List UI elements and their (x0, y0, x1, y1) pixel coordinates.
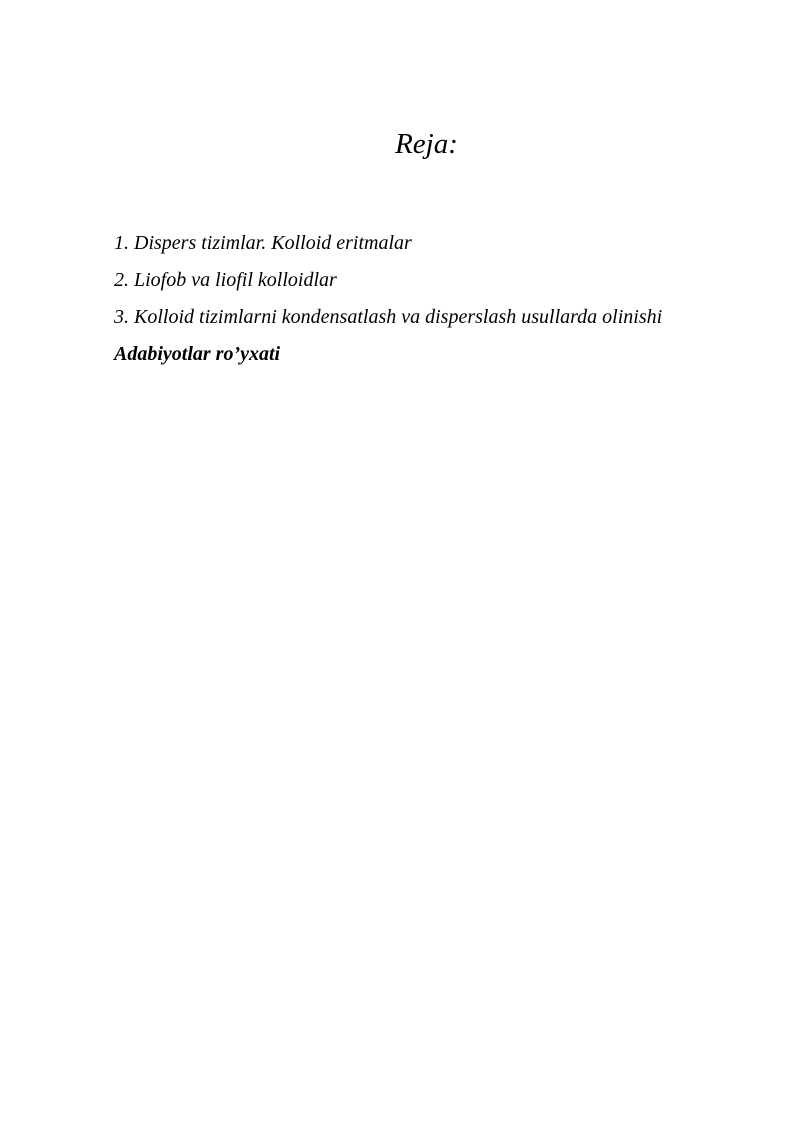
plan-item-1: 1. Dispers tizimlar. Kolloid eritmalar (114, 232, 412, 254)
plan-item-2: 2. Liofob va liofil kolloidlar (114, 269, 337, 291)
references-heading: Adabiyotlar ro’yxati (114, 343, 281, 365)
page-title: Reja: (395, 128, 458, 160)
plan-list (114, 225, 754, 336)
plan-item-3: 3. Kolloid tizimlarni kondensatlash va disperslash usullarda olinishi (114, 306, 663, 328)
